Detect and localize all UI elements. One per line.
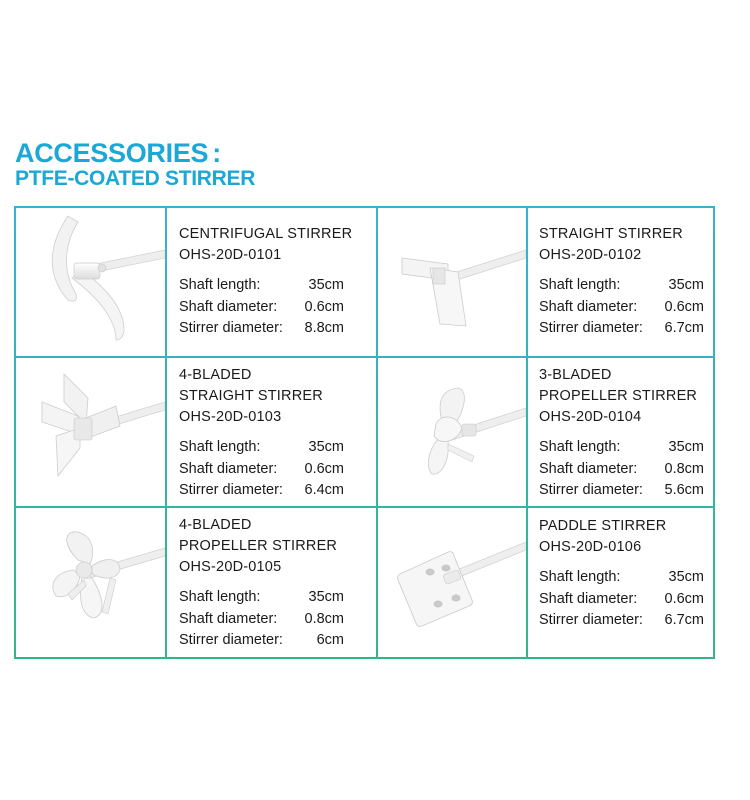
product-image-cell [378, 208, 526, 356]
spec-row [539, 480, 704, 502]
product-name: STRAIGHT STIRRER [179, 388, 323, 404]
spec-label: Shaft length: [539, 277, 621, 293]
spec-label: Stirrer diameter: [539, 612, 643, 628]
spec-row [539, 459, 704, 481]
spec-row [179, 318, 344, 340]
spec-value: 6.4cm [304, 482, 344, 498]
spec-label: Shaft length: [539, 569, 621, 585]
spec-row [539, 297, 704, 319]
four-bladed-propeller-stirrer-icon [16, 508, 165, 657]
spec-value: 0.6cm [664, 590, 704, 607]
spec-value: 0.6cm [304, 460, 344, 477]
product-card [528, 208, 713, 356]
spec-list [179, 587, 344, 652]
spec-value: 8.8cm [304, 320, 344, 336]
spec-list [539, 567, 704, 632]
product-name: 4-BLADED [179, 517, 252, 533]
product-image-cell [16, 208, 165, 356]
spec-value: 0.6cm [664, 298, 704, 315]
spec-row [539, 610, 704, 632]
product-code: OHS-20D-0106 [539, 539, 642, 555]
spec-label: Stirrer diameter: [179, 632, 283, 648]
spec-label: Shaft length: [179, 589, 261, 605]
page-title [15, 138, 221, 169]
product-name: PADDLE STIRRER [539, 518, 667, 534]
spec-label: Stirrer diameter: [179, 482, 283, 498]
accessories-grid [14, 206, 715, 659]
product-code: OHS-20D-0105 [179, 559, 282, 575]
product-info [179, 224, 352, 266]
product-name: STRAIGHT STIRRER [539, 226, 683, 242]
product-info [539, 516, 666, 558]
spec-value: 0.8cm [664, 460, 704, 477]
spec-value: 0.6cm [304, 298, 344, 315]
product-name: PROPELLER STIRRER [539, 388, 698, 404]
spec-label: Shaft diameter: [539, 298, 638, 315]
spec-list [179, 437, 344, 502]
title-colon: : [212, 138, 221, 168]
spec-label: Shaft diameter: [539, 590, 638, 607]
spec-value: 35cm [308, 589, 344, 605]
spec-row [179, 587, 344, 609]
spec-label: Shaft diameter: [179, 610, 278, 627]
spec-list [179, 275, 344, 340]
spec-row [179, 480, 344, 502]
page-subtitle: PTFE-COATED STIRRER [15, 167, 256, 190]
four-bladed-straight-stirrer-icon [16, 358, 165, 506]
spec-value: 35cm [668, 439, 704, 455]
spec-value: 35cm [668, 277, 704, 293]
spec-row [179, 275, 344, 297]
spec-label: Shaft length: [539, 439, 621, 455]
product-code: OHS-20D-0101 [179, 247, 282, 263]
product-image-cell [378, 508, 526, 657]
spec-label: Shaft diameter: [179, 460, 278, 477]
spec-value: 0.8cm [304, 610, 344, 627]
product-card [528, 358, 713, 506]
product-name: CENTRIFUGAL STIRRER [179, 226, 353, 242]
spec-value: 35cm [308, 277, 344, 293]
product-image-cell [16, 358, 165, 506]
spec-value: 35cm [668, 569, 704, 585]
product-card [528, 508, 713, 657]
spec-row [179, 630, 344, 652]
product-info [179, 515, 337, 578]
spec-list [539, 275, 704, 340]
spec-label: Shaft diameter: [179, 298, 278, 315]
spec-row [539, 437, 704, 459]
product-card [167, 508, 376, 657]
spec-row [179, 459, 344, 481]
centrifugal-stirrer-icon [16, 208, 165, 356]
product-image-cell [378, 358, 526, 506]
spec-row [539, 567, 704, 589]
spec-value: 6.7cm [664, 320, 704, 336]
spec-value: 5.6cm [664, 482, 704, 498]
product-name: PROPELLER STIRRER [179, 538, 338, 554]
product-code: OHS-20D-0102 [539, 247, 642, 263]
spec-label: Stirrer diameter: [539, 482, 643, 498]
product-card [167, 208, 376, 356]
spec-row [539, 589, 704, 611]
product-name: 4-BLADED [179, 367, 252, 383]
product-code: OHS-20D-0104 [539, 409, 642, 425]
spec-row [179, 609, 344, 631]
spec-list [539, 437, 704, 502]
product-info [539, 224, 683, 266]
spec-label: Shaft diameter: [539, 460, 638, 477]
spec-row [539, 318, 704, 340]
spec-value: 35cm [308, 439, 344, 455]
product-code: OHS-20D-0103 [179, 409, 282, 425]
product-image-cell [16, 508, 165, 657]
product-card [167, 358, 376, 506]
product-info [179, 365, 323, 428]
spec-row [179, 437, 344, 459]
product-info [539, 365, 697, 428]
spec-label: Shaft length: [179, 439, 261, 455]
product-name: 3-BLADED [539, 367, 612, 383]
spec-label: Stirrer diameter: [179, 320, 283, 336]
title-text: ACCESSORIES [15, 138, 209, 168]
spec-label: Stirrer diameter: [539, 320, 643, 336]
spec-row [179, 297, 344, 319]
straight-stirrer-icon [378, 208, 526, 356]
spec-row [539, 275, 704, 297]
three-bladed-propeller-stirrer-icon [378, 358, 526, 506]
spec-value: 6.7cm [664, 612, 704, 628]
paddle-stirrer-icon [378, 508, 526, 657]
spec-label: Shaft length: [179, 277, 261, 293]
spec-value: 6cm [316, 632, 344, 648]
